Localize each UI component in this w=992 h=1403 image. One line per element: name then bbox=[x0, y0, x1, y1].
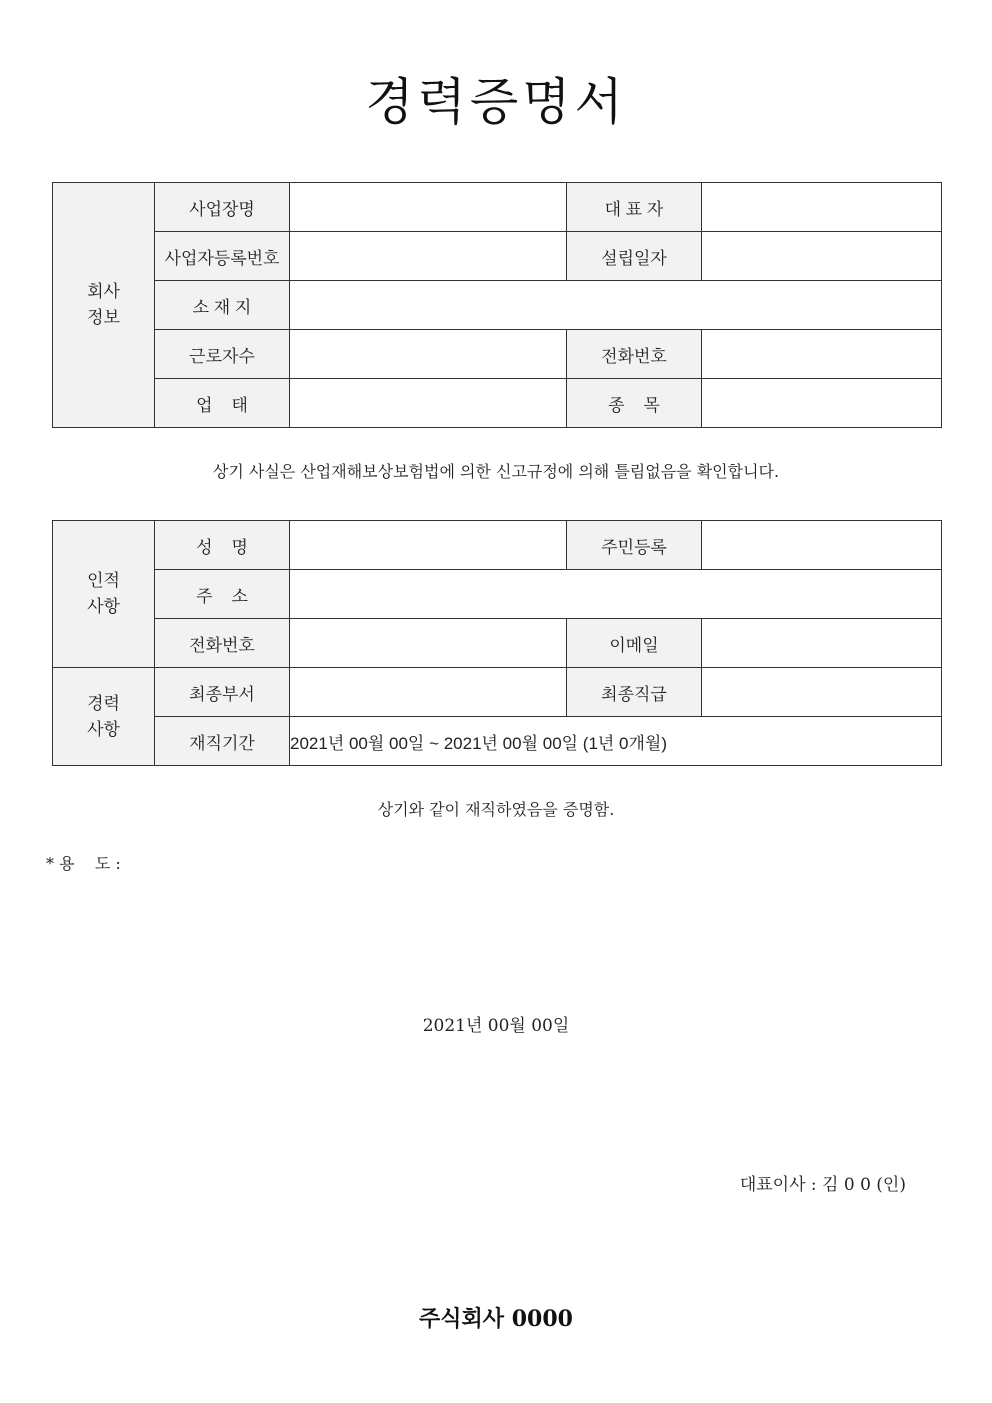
issuing-company-name: 주식회사 0000 bbox=[419, 1306, 573, 1332]
employment-period-label: 재직기간 bbox=[155, 717, 290, 766]
confirmation-sentence: 상기 사실은 산업재해보상보험법에 의한 신고규정에 의해 틀림없음을 확인합니다. bbox=[212, 462, 780, 481]
address-field[interactable] bbox=[290, 570, 942, 619]
final-position-label: 최종직급 bbox=[567, 668, 702, 717]
resident-id-field[interactable] bbox=[702, 521, 942, 570]
location-label: 소 재 지 bbox=[155, 281, 290, 330]
business-name-label: 사업장명 bbox=[155, 183, 290, 232]
document-title: 경력증명서 bbox=[365, 73, 627, 131]
final-department-field[interactable] bbox=[290, 668, 567, 717]
founding-date-label: 설립일자 bbox=[567, 232, 702, 281]
resident-id-label: 주민등록 bbox=[567, 521, 702, 570]
personal-career-table bbox=[52, 520, 942, 766]
employment-period-field[interactable]: 2021년 00월 00일 ~ 2021년 00월 00일 (1년 0개월) bbox=[290, 717, 942, 766]
location-field[interactable] bbox=[290, 281, 942, 330]
company-info-table bbox=[52, 182, 942, 428]
career-info-group-label: 경력 사항 bbox=[53, 668, 155, 766]
purpose-line bbox=[46, 851, 121, 874]
registration-number-label: 사업자등록번호 bbox=[155, 232, 290, 281]
company-phone-label: 전화번호 bbox=[567, 330, 702, 379]
ceo-signature-line: 대표이사 : 김 0 0 (인) bbox=[739, 1175, 906, 1195]
business-item-field[interactable] bbox=[702, 379, 942, 428]
address-label: 주 소 bbox=[155, 570, 290, 619]
business-type-field[interactable] bbox=[290, 379, 567, 428]
final-position-field[interactable] bbox=[702, 668, 942, 717]
final-department-label: 최종부서 bbox=[155, 668, 290, 717]
employee-count-label: 근로자수 bbox=[155, 330, 290, 379]
personal-phone-label: 전화번호 bbox=[155, 619, 290, 668]
employee-count-field[interactable] bbox=[290, 330, 567, 379]
personal-info-group-label: 인적 사항 bbox=[53, 521, 155, 668]
email-label: 이메일 bbox=[567, 619, 702, 668]
company-info-group-label: 회사 정보 bbox=[53, 183, 155, 428]
purpose-label: * 용 도 : bbox=[46, 854, 121, 873]
business-type-label: 업 태 bbox=[155, 379, 290, 428]
company-phone-field[interactable] bbox=[702, 330, 942, 379]
name-field[interactable] bbox=[290, 521, 567, 570]
founding-date-field[interactable] bbox=[702, 232, 942, 281]
certification-sentence: 상기와 같이 재직하였음을 증명함. bbox=[377, 800, 615, 819]
representative-label: 대 표 자 bbox=[567, 183, 702, 232]
name-label: 성 명 bbox=[155, 521, 290, 570]
business-item-label: 종 목 bbox=[567, 379, 702, 428]
email-field[interactable] bbox=[702, 619, 942, 668]
personal-phone-field[interactable] bbox=[290, 619, 567, 668]
issue-date: 2021년 00월 00일 bbox=[422, 1016, 570, 1036]
business-name-field[interactable] bbox=[290, 183, 567, 232]
representative-field[interactable] bbox=[702, 183, 942, 232]
registration-number-field[interactable] bbox=[290, 232, 567, 281]
